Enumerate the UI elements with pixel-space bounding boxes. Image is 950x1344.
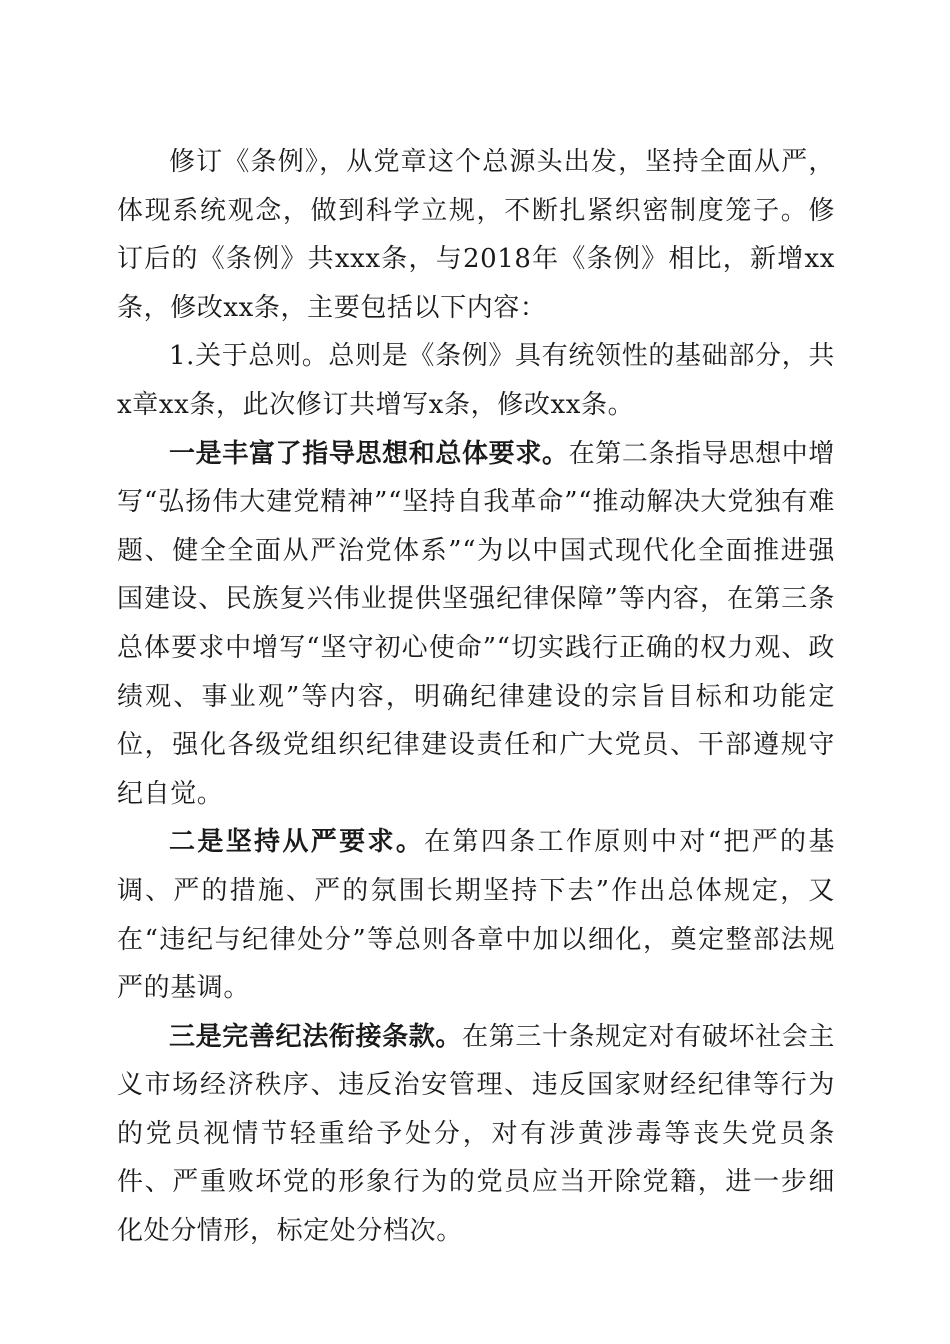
paragraph-lead: 三是完善纪法衔接条款。: [169, 1021, 463, 1052]
paragraph-text: 1.关于总则。总则是《条例》具有统领性的基础部分，共x章xx条，此次修订共增写x条，修改xx条。: [117, 341, 835, 420]
paragraph-text: 在第四条工作原则中对“把严的基调、严的措施、严的氛围长期坚持下去”作出总体规定，又在“违纪与纪律处分”等总则各章中加以细化，奠定整部法规严的基调。: [117, 827, 835, 1004]
paragraph-point-two: [117, 818, 835, 1012]
paragraph-text: 在第三十条规定对有破坏社会主义市场经济秩序、违反治安管理、违反国家财经纪律等行为的党员视情节轻重给予处分，对有涉黄涉毒等丧失党员条件、严重败坏党的形象行为的党员应当开除党籍，进一步细化处分情形，标定处分档次。: [117, 1021, 835, 1247]
paragraph-text: 在第二条指导思想中增写“弘扬伟大建党精神”“坚持自我革命”“推动解决大党独有难题、健全全面从严治党体系”“为以中国式现代化全面推进强国建设、民族复兴伟业提供坚强纪律保障”等内容，在第三条总体要求中增写“坚守初心使命”“切实践行正确的权力观、政绩观、事业观”等内容，明确纪律建设的宗旨目标和功能定位，强化各级党组织纪律建设责任和广大党员、干部遵规守纪自觉。: [117, 438, 835, 809]
paragraph-point-one: [117, 430, 835, 819]
paragraph-point-three: [117, 1013, 835, 1256]
paragraph-intro: [117, 138, 835, 332]
paragraph-lead: 一是丰富了指导思想和总体要求。: [169, 438, 569, 469]
paragraph-general-provisions: [117, 332, 835, 429]
paragraph-lead: 二是坚持从严要求。: [169, 827, 425, 858]
paragraph-text: 修订《条例》，从党章这个总源头出发，坚持全面从严，体现系统观念，做到科学立规，不断扎紧织密制度笼子。修订后的《条例》共xxx条，与2018年《条例》相比，新增xx条，修改xx条，主要包括以下内容：: [117, 147, 835, 323]
document-body: [117, 138, 835, 1256]
